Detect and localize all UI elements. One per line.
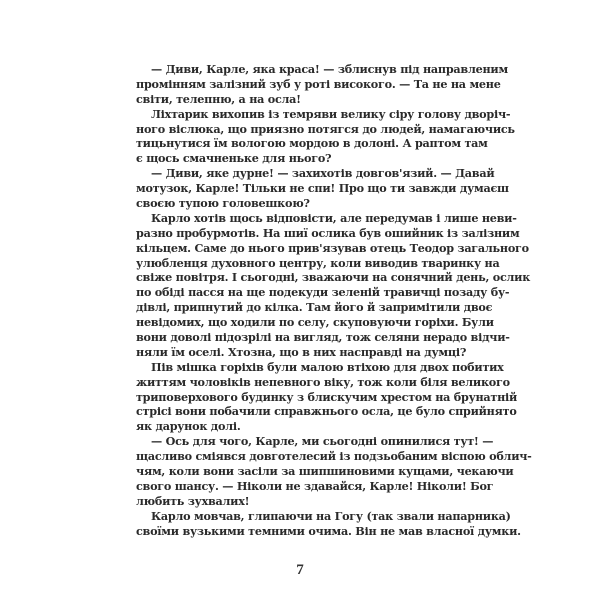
text-line: своєю тупою головешкою?: [136, 196, 310, 211]
text-line: як дарунок долі.: [136, 419, 241, 434]
text-line: чям, коли вони засіли за шипшиновими кущами, чекаючи: [136, 464, 514, 479]
text-line: свого шансу. — Ніколи не здавайся, Карле! Ніколи! Бог: [136, 478, 494, 493]
text-line: вони доволі підозрілі на вигляд, тож селяни нерадо відчи-: [136, 330, 510, 345]
text-line: разно пробурмотів. На шиї ослика був ошийник із залізним: [136, 225, 520, 240]
text-line: кільцем. Саме до нього прив'язував отець Теодор загального: [136, 240, 529, 255]
text-line: — Диви, Карле, яка краса! — зблиснув під направленим: [151, 62, 508, 76]
book-text-body: [136, 62, 532, 539]
text-line: няли їм оселі. Хтозна, що в них насправді на думці?: [136, 344, 467, 359]
text-line: любить зухвалих!: [136, 493, 250, 508]
text-line: своїми вузькими темними очима. Він не мав власної думки.: [136, 523, 521, 538]
text-line: стрісі вони побачили справжнього осла, це було сприйнято: [136, 404, 517, 419]
text-line: Карло хотів щось відповісти, але передумав і лише неви-: [151, 210, 517, 225]
text-line: улюбленця духовного центру, коли виводив тваринку на: [136, 255, 500, 270]
text-line: свіже повітря. І сьогодні, зважаючи на сонячний день, ослик: [136, 270, 531, 285]
text-line: дівлі, припнутий до кілка. Там його й запримітили двоє: [136, 300, 493, 315]
text-line: світи, телепню, а на осла!: [136, 91, 301, 106]
text-line: Карло мовчав, глипаючи на Гогу (так звали напарника): [151, 508, 511, 523]
text-line: — Ось для чого, Карле, ми сьогодні опинилися тут! —: [151, 434, 494, 449]
text-line: щасливо сміявся довготелесий із подзьобаним віспою облич-: [136, 449, 532, 464]
text-line: є щось смачненьке для нього?: [136, 151, 332, 166]
page-number: 7: [296, 562, 304, 578]
text-line: ного віслюка, що приязно потягся до людей, намагаючись: [136, 121, 515, 136]
text-line: Ліхтарик вихопив із темряви велику сіру голову дворіч-: [151, 106, 511, 121]
text-line: невідомих, що ходили по селу, скуповуючи горіхи. Були: [136, 315, 494, 330]
text-line: Пів мішка горіхів були малою втіхою для двох побитих: [151, 359, 504, 374]
text-line: життям чоловіків непевного віку, тож коли біля великого: [136, 374, 510, 389]
text-line: триповерхового будинку з блискучим хрестом на брунатній: [136, 389, 518, 404]
text-line: — Диви, яке дурне! — захихотів довгов'язий. — Давай: [151, 166, 495, 181]
text-line: промінням залізний зуб у роті високого. — Та не на мене: [136, 76, 501, 91]
text-line: по обіді пасся на ще подекуди зеленій травичці позаду бу-: [136, 285, 510, 300]
text-line: тицьнутися їм вологою мордою в долоні. А раптом там: [136, 136, 488, 151]
text-line: мотузок, Карле! Тільки не спи! Про що ти завжди думаєш: [136, 181, 509, 196]
